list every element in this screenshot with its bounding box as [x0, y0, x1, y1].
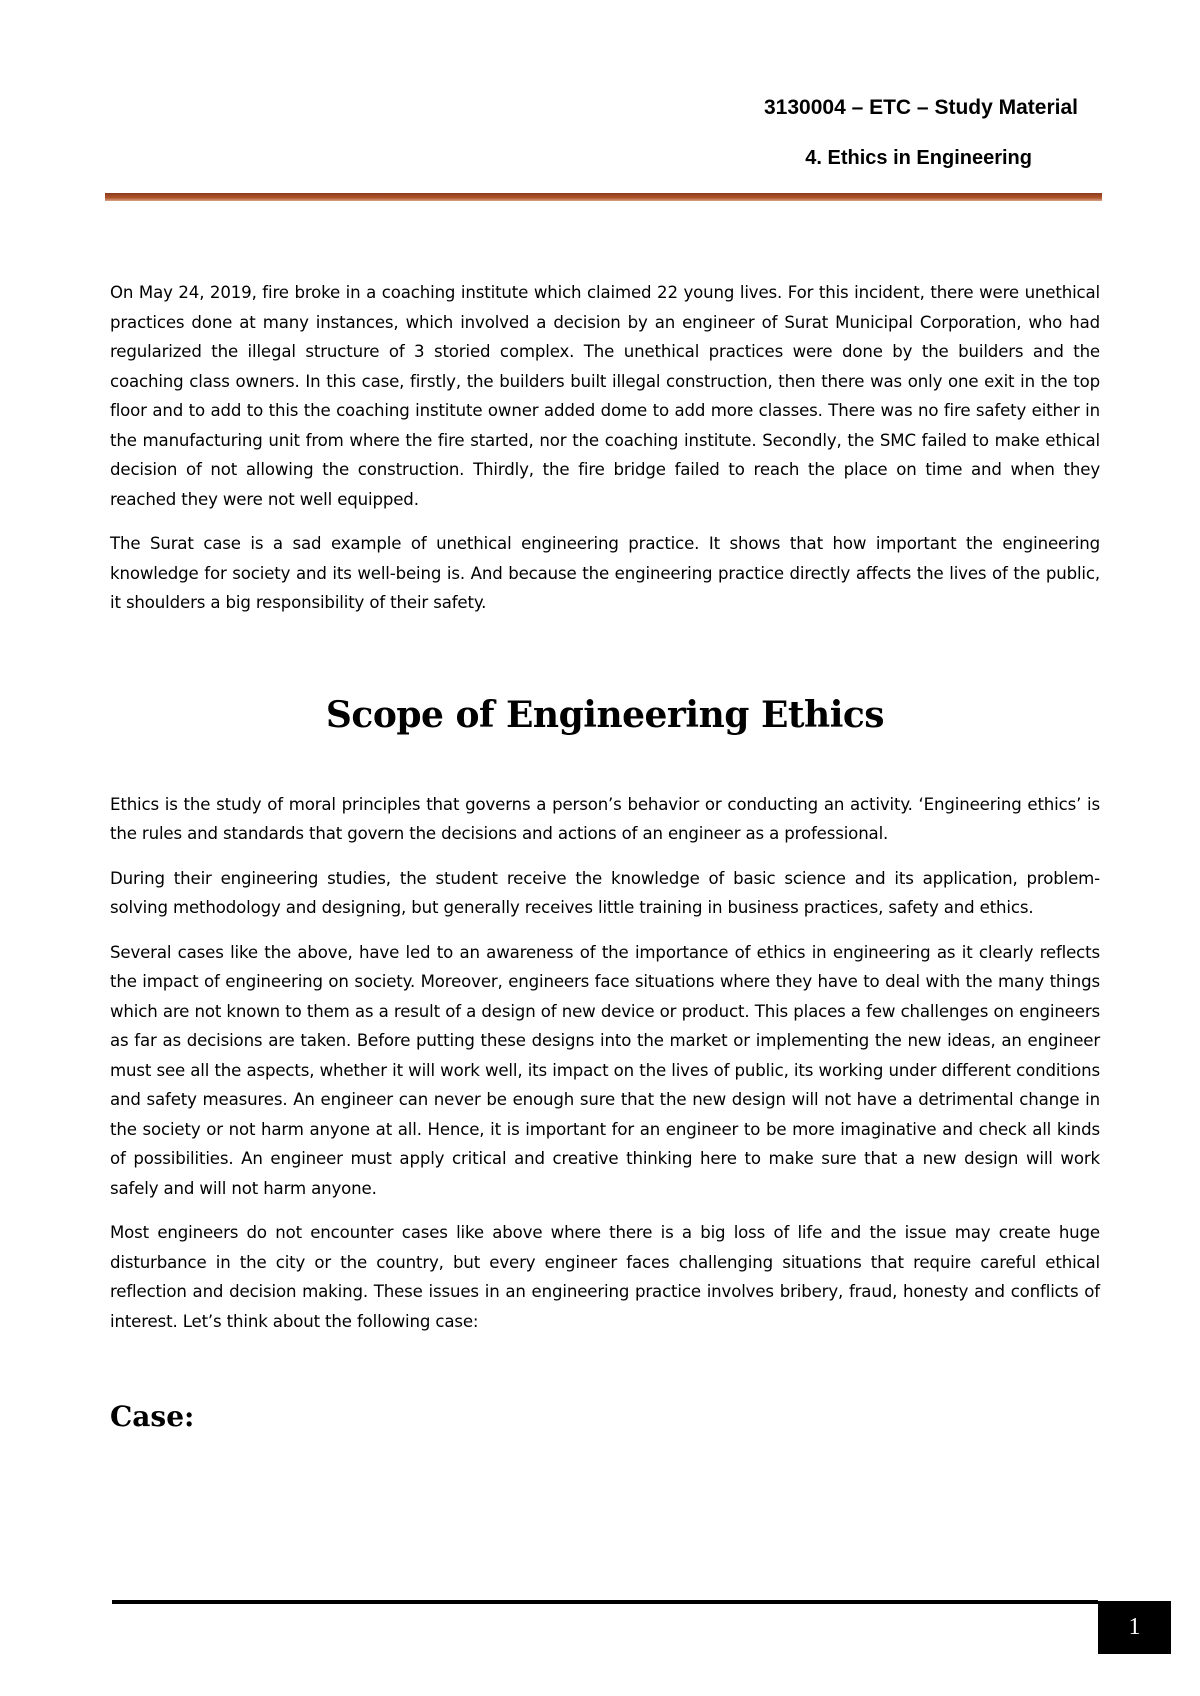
section-paragraph-4: Most engineers do not encounter cases like above where there is a big loss of life and the issue may create huge disturbance in the city or the country, but every engineer faces challenging situations that require careful ethical reflection and decision making. These issues in an engineering practice involves bribery, fraud, honesty and conflicts of interest. Let’s think about the following case: — [110, 1223, 1100, 1331]
header-divider — [105, 193, 1102, 201]
page-number-text: 1 — [1128, 1614, 1141, 1640]
page-header — [0, 0, 1200, 210]
page-body — [110, 278, 1100, 1433]
section-heading: Scope of Engineering Ethics — [325, 693, 885, 736]
section-paragraph-2: During their engineering studies, the student receive the knowledge of basic science and its application, problem-solving methodology and designing, but generally receives little training in business practices, safety and ethics. — [110, 868, 1100, 917]
section-paragraph-1: Ethics is the study of moral principles that governs a person’s behavior or conducting an activity. ‘Engineering ethics’ is the rules and standards that govern the decisions and actions of an engineer as a professional. — [110, 794, 1100, 843]
footer-divider — [112, 1600, 1098, 1604]
course-title: 3130004 – ETC – Study Material — [764, 96, 1078, 119]
chapter-title: 4. Ethics in Engineering — [805, 147, 1032, 169]
page-number — [1098, 1601, 1171, 1654]
intro-paragraph-1: On May 24, 2019, fire broke in a coaching institute which claimed 22 young lives. For this incident, there were unethical practices done at many instances, which involved a decision by an engineer of Surat Municipal Corporation, who had regularized the illegal structure of 3 storied complex. The unethical practices were done by the builders and the coaching class owners. In this case, firstly, the builders built illegal construction, then there was only one exit in the top floor and to add to this the coaching institute owner added dome to add more classes. There was no fire safety either in the manufacturing unit from where the fire started, nor the coaching institute. Secondly, the SMC failed to make ethical decision of not allowing the construction. Thirdly, the fire bridge failed to reach the place on time and when they reached they were not well equipped. — [110, 283, 1100, 509]
intro-paragraph-2: The Surat case is a sad example of unethical engineering practice. It shows that how important the engineering knowledge for society and its well-being is. And because the engineering practice directly affects the lives of the public, it shoulders a big responsibility of their safety. — [110, 534, 1100, 612]
case-heading: Case: — [110, 1400, 195, 1433]
section-paragraph-3: Several cases like the above, have led to an awareness of the importance of ethics in engineering as it clearly reflects the impact of engineering on society. Moreover, engineers face situations where they have to deal with the many things which are not known to them as a result of a design of new device or product. This places a few challenges on engineers as far as decisions are taken. Before putting these designs into the market or implementing the new ideas, an engineer must see all the aspects, whether it will work well, its impact on the lives of public, its working under different conditions and safety measures. An engineer can never be enough sure that the new design will not have a detrimental change in the society or not harm anyone at all. Hence, it is important for an engineer to be more imaginative and check all kinds of possibilities. An engineer must apply critical and creative thinking here to make sure that a new design will work safely and will not harm anyone. — [110, 942, 1100, 1198]
